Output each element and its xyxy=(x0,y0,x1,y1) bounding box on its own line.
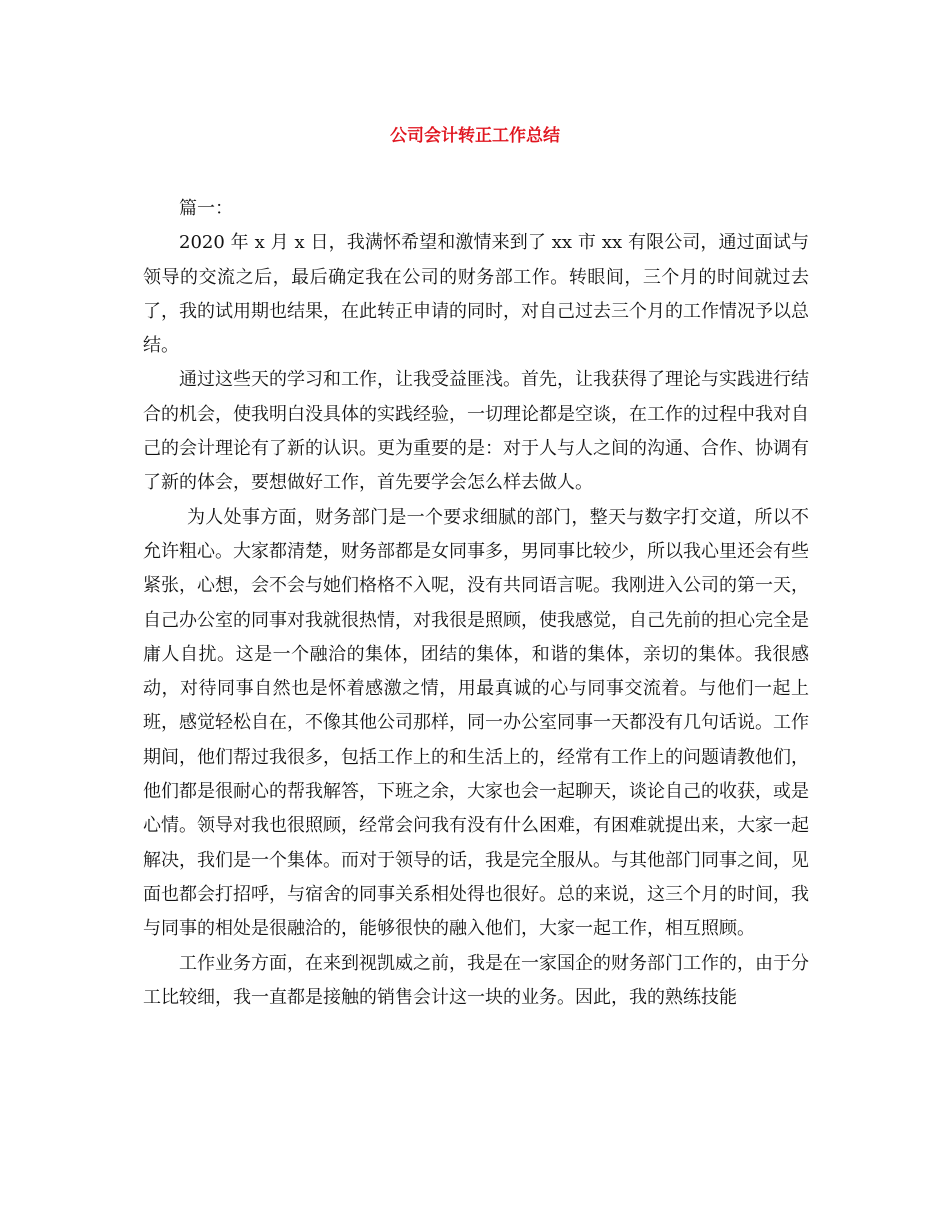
section-heading: 篇一： xyxy=(179,198,233,219)
paragraph-work-business: 工作业务方面，在来到视凯威之前，我是在一家国企的财务部门工作的，由于分工比较细，我一直都是接触的销售会计这一块的业务。因此，我的熟练技能 xyxy=(143,952,809,1008)
paragraph-learning: 通过这些天的学习和工作，让我受益匪浅。首先，让我获得了理论与实践进行结合的机会，使我明白没具体的实践经验，一切理论都是空谈，在工作的过程中我对自己的会计理论有了新的认识。更为重要的是：对于人与人之间的沟通、合作、协调有了新的体会，要想做好工作，首先要学会怎么样去做人。 xyxy=(143,369,809,494)
paragraph-intro: 2020 年 x 月 x 日，我满怀希望和激情来到了 xx 市 xx 有限公司，通过面试与领导的交流之后，最后确定我在公司的财务部工作。转眼间，三个月的时间就过去了，我的试用期也结果，在此转正申请的同时，对自己过去三个月的工作情况予以总结。 xyxy=(143,232,809,357)
document-title: 公司会计转正工作总结 xyxy=(390,126,560,146)
document-body xyxy=(143,192,809,1015)
paragraph-interpersonal: 为人处事方面，财务部门是一个要求细腻的部门，整天与数字打交道，所以不允许粗心。大家都清楚，财务部都是女同事多，男同事比较少，所以我心里还会有些紧张，心想，会不会与她们格格不入呢，没有共同语言呢。我刚进入公司的第一天，自己办公室的同事对我就很热情，对我很是照顾，使我感觉，自己先前的担心完全是庸人自扰。这是一个融洽的集体，团结的集体，和谐的集体，亲切的集体。我很感动，对待同事自然也是怀着感激之情，用最真诚的心与同事交流着。与他们一起上班，感觉轻松自在，不像其他公司那样，同一办公室同事一天都没有几句话说。工作期间，他们帮过我很多，包括工作上的和生活上的，经常有工作上的问题请教他们，他们都是很耐心的帮我解答，下班之余，大家也会一起聊天，谈论自己的收获，或是心情。领导对我也很照顾，经常会问我有没有什么困难，有困难就提出来，大家一起解决，我们是一个集体。而对于领导的话，我是完全服从。与其他部门同事之间，见面也都会打招呼，与宿舍的同事关系相处得也很好。总的来说，这三个月的时间，我与同事的相处是很融洽的，能够很快的融入他们，大家一起工作，相互照顾。 xyxy=(143,506,809,940)
